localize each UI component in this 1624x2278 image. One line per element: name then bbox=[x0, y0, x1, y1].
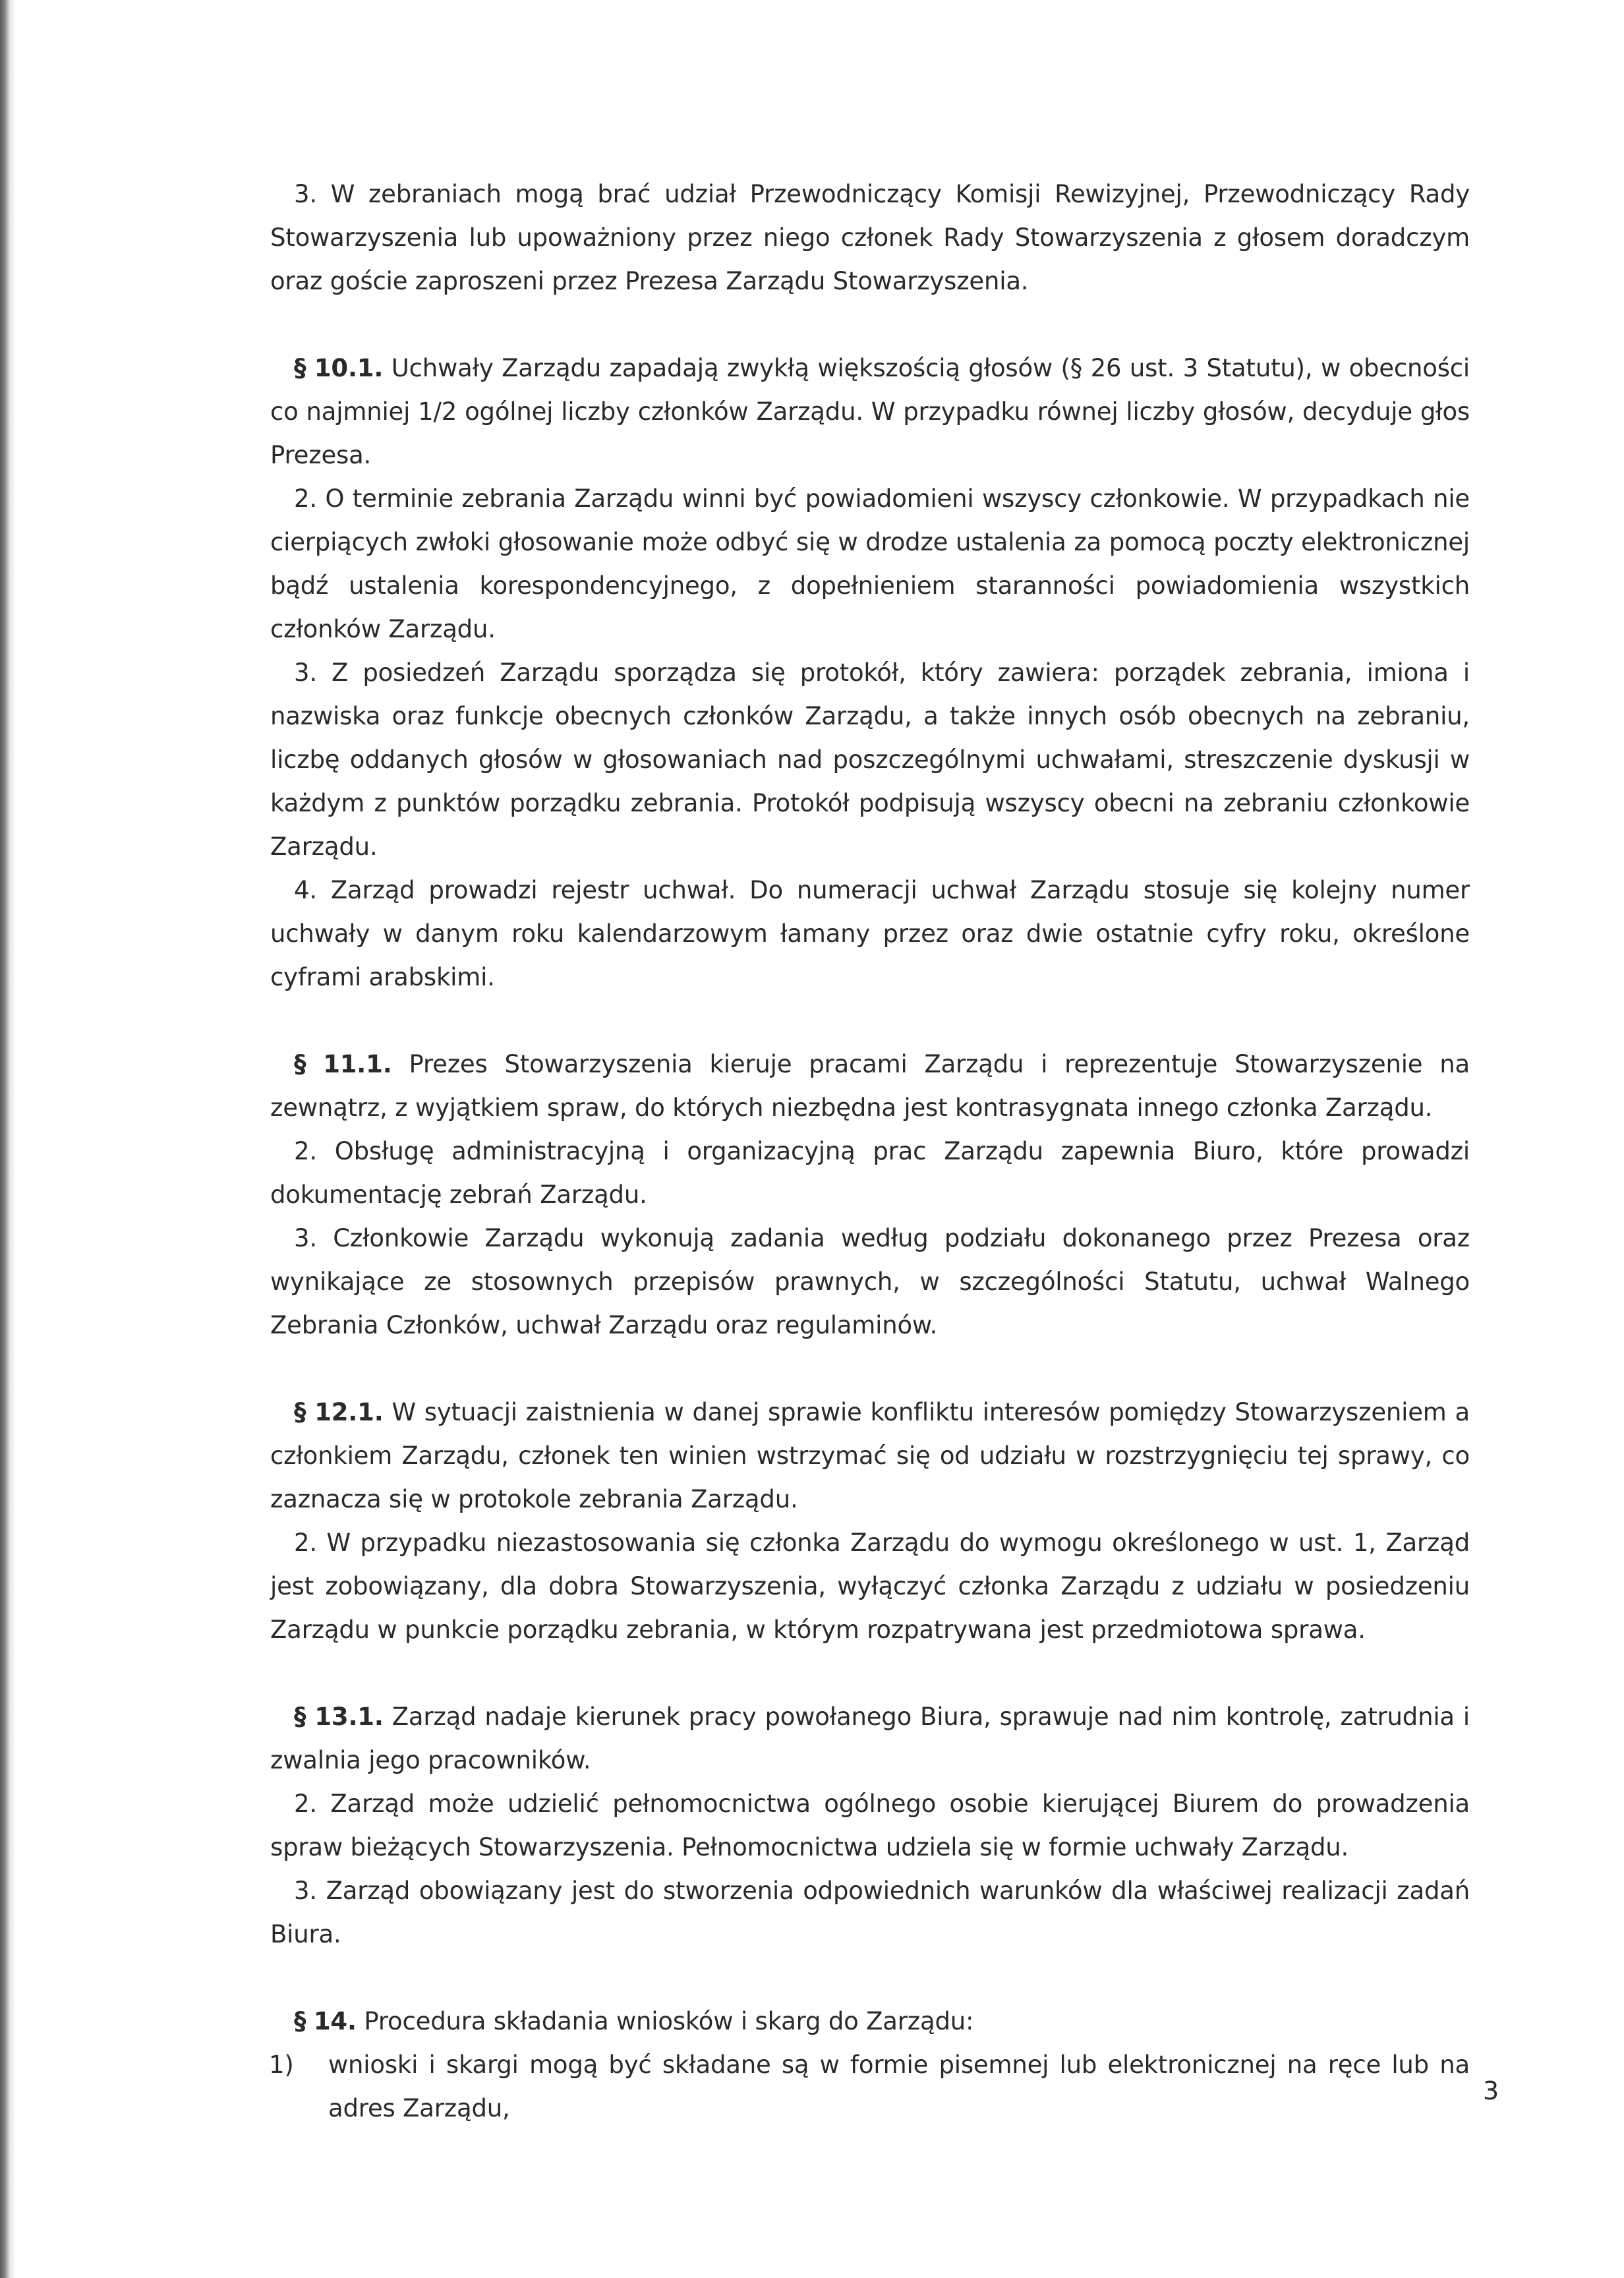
section10-text-1: Uchwały Zarządu zapadają zwykłą większością głosów (§ 26 ust. 3 Statutu), w obecności co najmniej 1/2 ogólnej liczby członków Zarządu. W przypadku równej liczby głosów, decyduje głos Prezesa. bbox=[270, 354, 1470, 469]
section10-paragraph-1 bbox=[270, 347, 1470, 477]
section10-paragraph-4: 4. Zarząd prowadzi rejestr uchwał. Do numeracji uchwał Zarządu stosuje się kolejny numer uchwały w danym roku kalendarzowym łamany przez oraz dwie ostatnie cyfry roku, określone cyframi arabskimi. bbox=[270, 876, 1470, 991]
section14-heading-text: Procedura składania wniosków i skarg do Zarządu: bbox=[364, 2007, 974, 2035]
section11-number: 11.1. bbox=[323, 1050, 392, 1078]
section11-paragraph-1 bbox=[270, 1043, 1470, 1130]
section10-paragraph-3: 3. Z posiedzeń Zarządu sporządza się protokół, który zawiera: porządek zebrania, imiona i nazwiska oraz funkcje obecnych członków Zarządu, a także innych osób obecnych na zebraniu, liczbę oddanych głosów w głosowaniach nad poszczególnymi uchwałami, streszczenie dyskusji w każdym z punktów porządku zebrania. Protokół podpisują wszyscy obecni na zebraniu członkowie Zarządu. bbox=[270, 658, 1470, 861]
page-number: 3 bbox=[1483, 2076, 1499, 2105]
scan-edge-shadow bbox=[11, 0, 16, 2278]
section12-paragraph-1 bbox=[270, 1391, 1470, 1521]
section-sign: § bbox=[294, 1398, 306, 1426]
list-item-number: 1) bbox=[269, 2051, 294, 2079]
section12-paragraph-2: 2. W przypadku niezastosowania się członka Zarządu do wymogu określonego w ust. 1, Zarząd jest zobowiązany, dla dobra Stowarzyszenia, wyłączyć członka Zarządu z udziału w posiedzeniu Zarządu w punkcie porządku zebrania, w którym rozpatrywana jest przedmiotowa sprawa. bbox=[270, 1529, 1470, 1644]
section14-heading bbox=[270, 2000, 1470, 2043]
section13-text-1: Zarząd nadaje kierunek pracy powołanego Biura, sprawuje nad nim kontrolę, zatrudnia i zwalnia jego pracowników. bbox=[270, 1703, 1470, 1774]
section12-text-1: W sytuacji zaistnienia w danej sprawie konfliktu interesów pomiędzy Stowarzyszeniem a członkiem Zarządu, członek ten winien wstrzymać się od udziału w rozstrzygnięciu tej sprawy, co zaznacza się w protokole zebrania Zarządu. bbox=[270, 1398, 1470, 1513]
scan-edge bbox=[0, 0, 11, 2278]
section11-paragraph-3: 3. Członkowie Zarządu wykonują zadania według podziału dokonanego przez Prezesa oraz wynikające ze stosownych przepisów prawnych, w szczególności Statutu, uchwał Walnego Zebrania Członków, uchwał Zarządu oraz regulaminów. bbox=[270, 1224, 1470, 1339]
section11-text-1: Prezes Stowarzyszenia kieruje pracami Zarządu i reprezentuje Stowarzyszenie na zewnątrz, z wyjątkiem spraw, do których niezbędna jest kontrasygnata innego członka Zarządu. bbox=[270, 1050, 1470, 1122]
section14-number: 14. bbox=[313, 2007, 357, 2035]
section10-paragraph-2: 2. O terminie zebrania Zarządu winni być powiadomieni wszyscy członkowie. W przypadkach nie cierpiących zwłoki głosowanie może odbyć się w drodze ustalenia za pomocą poczty elektronicznej bądź ustalenia korespondencyjnego, z dopełnieniem staranności powiadomienia wszystkich członków Zarządu. bbox=[270, 484, 1470, 643]
section13-number: 13.1. bbox=[314, 1703, 384, 1731]
section-sign: § bbox=[294, 354, 306, 382]
section13-paragraph-2: 2. Zarząd może udzielić pełnomocnictwa ogólnego osobie kierującej Biurem do prowadzenia spraw bieżących Stowarzyszenia. Pełnomocnictwa udziela się w formie uchwały Zarządu. bbox=[270, 1790, 1470, 1861]
section9-paragraph-3: 3. W zebraniach mogą brać udział Przewodniczący Komisji Rewizyjnej, Przewodniczący Rady Stowarzyszenia lub upoważniony przez niego członek Rady Stowarzyszenia z głosem doradczym oraz goście zaproszeni przez Prezesa Zarządu Stowarzyszenia. bbox=[270, 180, 1470, 295]
section13-paragraph-3: 3. Zarząd obowiązany jest do stworzenia odpowiednich warunków dla właściwej realizacji zadań Biura. bbox=[270, 1877, 1470, 1948]
list-item-text: wnioski i skargi mogą być składane są w formie pisemnej lub elektronicznej na ręce lub na adres Zarządu, bbox=[328, 2051, 1470, 2122]
section13-paragraph-1 bbox=[270, 1695, 1470, 1782]
section12-number: 12.1. bbox=[314, 1398, 384, 1426]
document-page bbox=[270, 173, 1470, 2130]
section-sign: § bbox=[294, 1703, 306, 1731]
section10-number: 10.1. bbox=[314, 354, 384, 382]
section11-paragraph-2: 2. Obsługę administracyjną i organizacyjną prac Zarządu zapewnia Biuro, które prowadzi dokumentację zebrań Zarządu. bbox=[270, 1137, 1470, 1209]
list-item bbox=[269, 2043, 1470, 2130]
section-sign: § bbox=[294, 2007, 306, 2035]
section-sign: § bbox=[294, 1050, 306, 1078]
